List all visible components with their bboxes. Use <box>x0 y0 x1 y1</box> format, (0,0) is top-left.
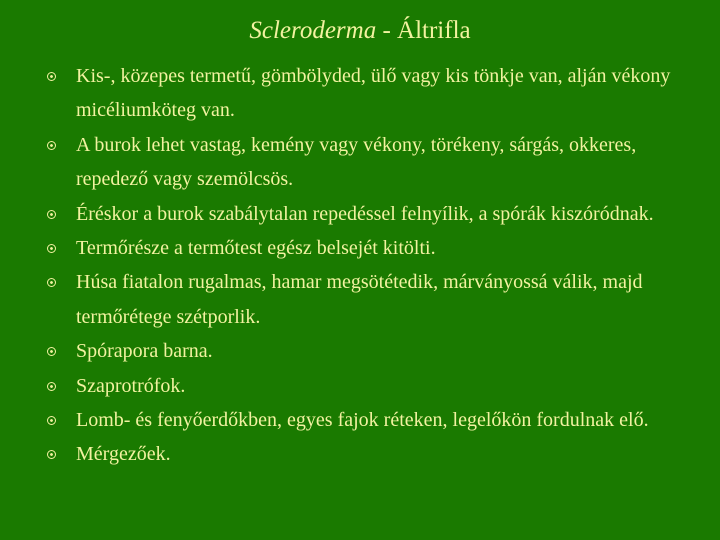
bullet-list <box>44 59 704 472</box>
list-item <box>44 437 704 471</box>
bullet-text: Éréskor a burok szabálytalan repedéssel felnyílik, a spórák kiszóródnak. <box>76 202 654 225</box>
bullet-text: Termőrésze a termőtest egész belsejét kitölti. <box>76 237 436 260</box>
bullet-text: A burok lehet vastag, kemény vagy vékony, törékeny, sárgás, okkeres, repedező vagy szemölcsös. <box>76 133 637 191</box>
bullet-icon <box>47 347 56 356</box>
list-item <box>44 334 704 368</box>
list-item <box>44 59 704 128</box>
slide-title <box>0 14 720 48</box>
bullet-icon <box>47 244 56 253</box>
bullet-icon <box>47 450 56 459</box>
title-common-name: Áltrifla <box>397 17 471 44</box>
bullet-icon <box>47 141 56 150</box>
bullet-icon <box>47 278 56 287</box>
title-separator: - <box>376 17 398 44</box>
bullet-icon <box>47 382 56 391</box>
bullet-icon <box>47 210 56 219</box>
list-item <box>44 231 704 265</box>
bullet-text: Szaprotrófok. <box>76 374 186 397</box>
list-item <box>44 197 704 231</box>
list-item <box>44 128 704 197</box>
title-genus: Scleroderma <box>249 17 377 44</box>
bullet-text: Lomb- és fenyőerdőkben, egyes fajok réteken, legelőkön fordulnak elő. <box>76 409 649 432</box>
bullet-text: Kis-, közepes termetű, gömbölyded, ülő vagy kis tönkje van, alján vékony micéliumköteg van. <box>76 65 671 122</box>
bullet-icon <box>47 416 56 425</box>
list-item <box>44 265 704 334</box>
bullet-text: Húsa fiatalon rugalmas, hamar megsötétedik, márványossá válik, majd termőrétege szétporlik. <box>76 271 643 328</box>
list-item <box>44 403 704 437</box>
bullet-text: Spórapora barna. <box>76 340 213 363</box>
list-item <box>44 369 704 403</box>
bullet-icon <box>47 72 56 81</box>
bullet-text: Mérgezőek. <box>76 443 171 466</box>
